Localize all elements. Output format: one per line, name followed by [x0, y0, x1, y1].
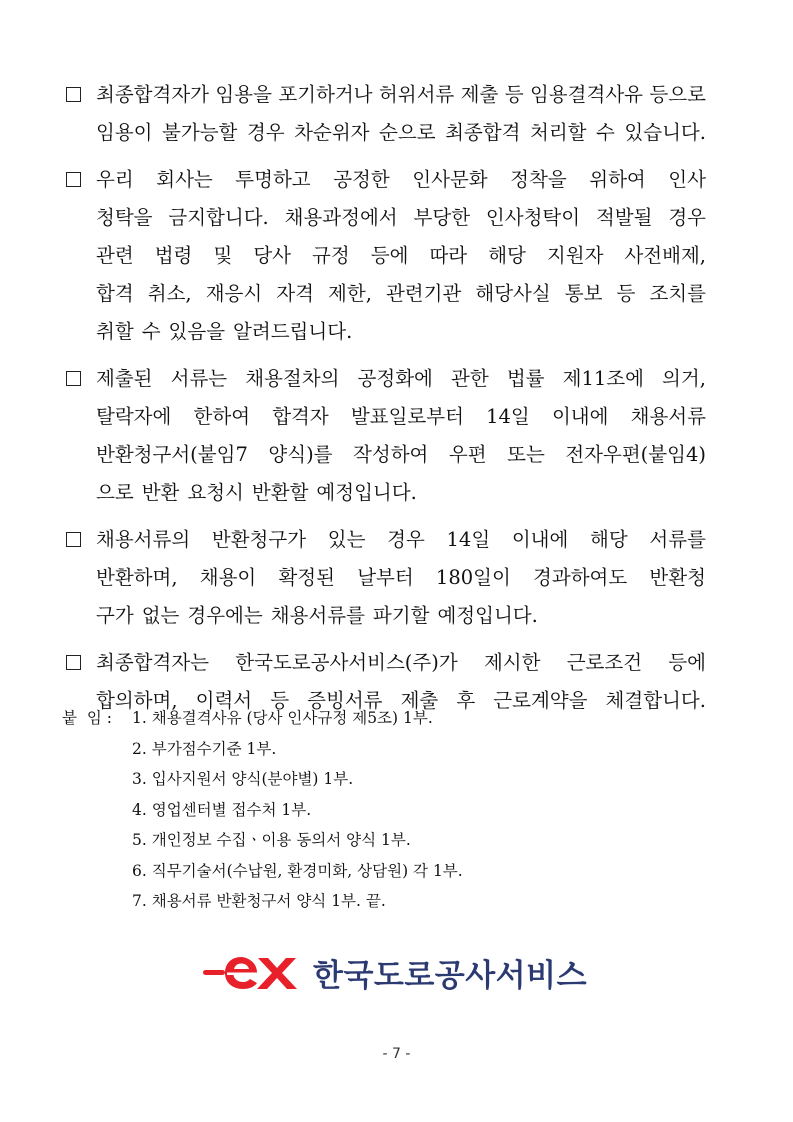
attachment-item-5: 5. 개인정보 수집ㆍ이용 동의서 양식 1부.	[132, 831, 411, 849]
checkbox-bullet	[66, 371, 81, 386]
text-line: 최종합격자가 임용을 포기하거나 허위서류 제출 등 임용결격사유 등으로	[96, 83, 706, 106]
ex-logo-icon	[203, 953, 305, 993]
attachment-row	[62, 764, 463, 795]
page-number: - 7 -	[382, 1046, 411, 1062]
text-line: 합의하며, 이력서 등 증빙서류 제출 후 근로계약을 체결합니다.	[96, 689, 706, 712]
attachment-item-3: 3. 입사지원서 양식(분야별) 1부.	[132, 770, 354, 788]
notice-items	[66, 76, 706, 729]
notice-item-text	[96, 360, 706, 512]
text-line: 탈락자에 한하여 합격자 발표일로부터 14일 이내에 채용서류	[96, 405, 706, 428]
attachment-indent	[62, 825, 132, 856]
attachments-label: 붙 임 :	[62, 709, 112, 727]
attachment-row	[62, 734, 463, 765]
attachment-row	[62, 886, 463, 917]
checkbox-bullet	[66, 87, 81, 102]
text-line: 관련 법령 및 당사 규정 등에 따라 해당 지원자 사전배제,	[96, 244, 706, 267]
checkbox-bullet	[66, 532, 81, 547]
notice-item-3	[66, 360, 706, 512]
attachment-row	[62, 795, 463, 826]
notice-item-text	[96, 521, 706, 635]
attachment-row	[62, 825, 463, 856]
text-line: 으로 반환 요청시 반환할 예정입니다.	[96, 481, 417, 504]
attachment-item-6: 6. 직무기술서(수납원, 환경미화, 상담원) 각 1부.	[132, 861, 463, 880]
attachment-indent	[62, 856, 132, 887]
attachment-item-1: 1. 채용결격사유 (당사 인사규정 제5조) 1부.	[132, 709, 433, 727]
checkbox-bullet	[66, 655, 81, 670]
text-line: 반환청구서(붙임7 양식)를 작성하여 우편 또는 전자우편(붙임4)	[96, 443, 706, 466]
notice-item-text	[96, 161, 706, 351]
attachment-item-7: 7. 채용서류 반환청구서 양식 1부. 끝.	[132, 892, 386, 910]
text-line: 합격 취소, 재응시 자격 제한, 관련기관 해당사실 통보 등 조치를	[96, 282, 706, 305]
text-line: 제출된 서류는 채용절차의 공정화에 관한 법률 제11조에 의거,	[96, 367, 706, 390]
checkbox-bullet	[66, 172, 81, 187]
attachment-indent	[62, 764, 132, 795]
notice-item-1	[66, 76, 706, 152]
notice-item-4	[66, 521, 706, 635]
attachments-section	[62, 703, 463, 917]
company-logo	[203, 950, 587, 995]
company-name: 한국도로공사서비스	[313, 958, 588, 994]
text-line: 취할 수 있음을 알려드립니다.	[96, 320, 353, 343]
notice-item-text	[96, 76, 706, 152]
notice-item-2	[66, 161, 706, 351]
text-line: 청탁을 금지합니다. 채용과정에서 부당한 인사청탁이 적발될 경우	[96, 206, 706, 229]
attachment-item-4: 4. 영업센터별 접수처 1부.	[132, 800, 312, 819]
text-line: 반환하며, 채용이 확정된 날부터 180일이 경과하여도 반환청	[96, 566, 706, 589]
text-line: 임용이 불가능할 경우 차순위자 순으로 최종합격 처리할 수 있습니다.	[96, 121, 706, 144]
text-line: 채용서류의 반환청구가 있는 경우 14일 이내에 해당 서류를	[96, 528, 706, 551]
text-line: 최종합격자는 한국도로공사서비스(주)가 제시한 근로조건 등에	[96, 651, 706, 674]
attachment-row	[62, 856, 463, 887]
text-line: 우리 회사는 투명하고 공정한 인사문화 정착을 위하여 인사	[96, 168, 706, 191]
attachment-item-2: 2. 부가점수기준 1부.	[132, 739, 277, 758]
attachment-indent	[62, 886, 132, 917]
attachment-row	[62, 703, 463, 734]
text-line: 구가 없는 경우에는 채용서류를 파기할 예정입니다.	[96, 604, 538, 627]
attachment-indent	[62, 795, 132, 826]
attachment-indent	[62, 734, 132, 765]
